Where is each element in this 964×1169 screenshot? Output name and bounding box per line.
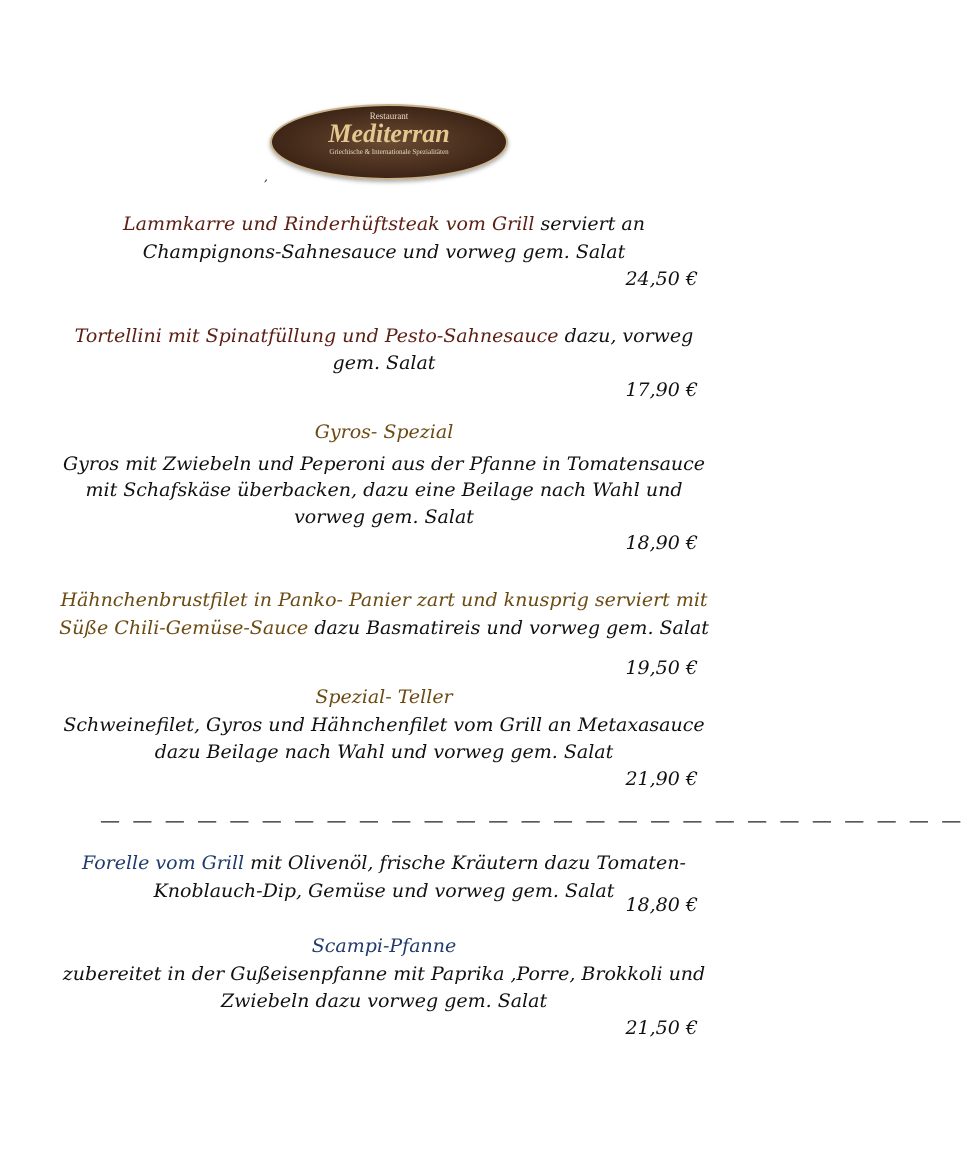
menu-item-2-line-2: gem. Salat — [332, 352, 436, 374]
menu-item-6-desc-part: mit Olivenöl, frische Kräutern dazu Tomaten- — [244, 852, 686, 874]
menu-item-7-line-3: Zwiebeln dazu vorweg gem. Salat — [220, 990, 548, 1012]
menu-item-1-title: Lammkarre und Rinderhüftsteak vom Grill — [123, 213, 535, 235]
menu-item-5-title: Spezial- Teller — [315, 686, 453, 708]
menu-item-7-line-2: zubereitet in der Gußeisenpfanne mit Paprika ,Porre, Brokkoli und — [62, 963, 706, 985]
menu-item-1-price: 24,50 € — [625, 268, 698, 290]
menu-item-2-title: Tortellini mit Spinatfüllung und Pesto-Sahnesauce — [74, 325, 559, 347]
menu-item-7-price: 21,50 € — [625, 1017, 698, 1039]
section-divider: — — — — — — — — — — — — — — — — — — — — — — — — — — — — [100, 808, 964, 832]
menu-item-3-line-2: Gyros mit Zwiebeln und Peperoni aus der Pfanne in Tomatensauce — [62, 453, 706, 475]
menu-item-2-line-1 — [0, 323, 768, 349]
menu-item-1-line-1 — [0, 211, 768, 237]
menu-item-5-price: 21,90 € — [625, 768, 698, 790]
menu-item-4-price: 19,50 € — [625, 657, 698, 679]
menu-item-3-line-4: vorweg gem. Salat — [294, 506, 474, 528]
restaurant-logo — [270, 104, 508, 180]
menu-item-3-title: Gyros- Spezial — [314, 421, 454, 443]
menu-item-5-line-2: Schweinefilet, Gyros und Hähnchenfilet vom Grill an Metaxasauce — [63, 714, 705, 736]
menu-item-1-desc-part: serviert an — [534, 213, 645, 235]
menu-item-6-title: Forelle vom Grill — [82, 852, 245, 874]
menu-item-1-line-2: Champignons-Sahnesauce und vorweg gem. Salat — [142, 241, 626, 263]
menu-item-7-title: Scampi-Pfanne — [311, 935, 457, 957]
menu-item-3-line-3: mit Schafskäse überbacken, dazu eine Beilage nach Wahl und — [85, 479, 683, 501]
menu-item-4-sauce: Süße Chili-Gemüse-Sauce — [59, 617, 309, 639]
menu-item-6-price: 18,80 € — [625, 894, 698, 916]
menu-item-2-price: 17,90 € — [625, 379, 698, 401]
menu-item-6-line-2: Knoblauch-Dip, Gemüse und vorweg gem. Salat — [153, 880, 615, 902]
logo-name: Mediterran — [328, 119, 450, 148]
menu-item-4-title: Hähnchenbrustfilet in Panko- Panier zart und knusprig serviert mit — [60, 589, 708, 611]
logo-tagline: Griechische & Internationale Spezialitäten — [329, 148, 449, 156]
menu-item-2-desc-part: dazu, vorweg — [558, 325, 694, 347]
menu-item-4-line-2 — [0, 615, 768, 641]
menu-item-3-price: 18,90 € — [625, 532, 698, 554]
menu-item-4-desc-part: dazu Basmatireis und vorweg gem. Salat — [308, 617, 709, 639]
logo-restaurant-label: Restaurant — [369, 111, 409, 121]
menu-item-5-line-3: dazu Beilage nach Wahl und vorweg gem. Salat — [154, 741, 614, 763]
stray-mark: , — [264, 170, 268, 184]
menu-item-6-line-1 — [0, 850, 768, 876]
